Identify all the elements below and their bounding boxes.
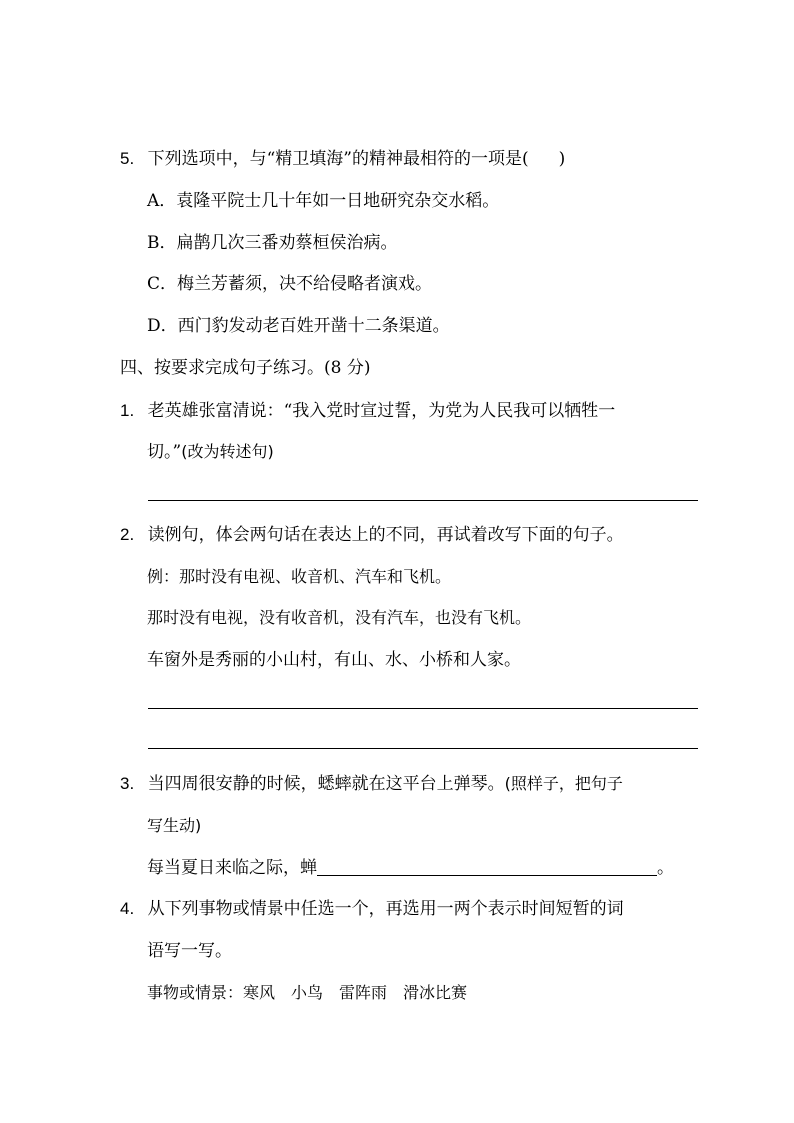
q4-text-line2: 语写一写。 <box>147 941 232 961</box>
q4-line1 <box>120 898 624 920</box>
q3-number: 3. <box>120 774 135 793</box>
q5-option-d: D．西门豹发动老百姓开凿十二条渠道。 <box>147 316 450 336</box>
q2-stem-line <box>120 524 624 546</box>
q1-number: 1. <box>120 401 135 420</box>
q1-note: (改为转述句) <box>181 442 274 461</box>
q4-text-line1: 从下列事物或情景中任选一个，再选用一两个表示时间短暂的词 <box>147 899 624 919</box>
q4-number: 4. <box>120 899 135 918</box>
q1-text-line1: 老英雄张富清说：“我入党时宣过誓，为党为人民我可以牺牲一 <box>147 401 616 421</box>
q5-option-a: A．袁隆平院士几十年如一日地研究杂交水稻。 <box>147 191 500 211</box>
q3-prompt-line <box>147 857 674 879</box>
q5-stem-line <box>120 148 565 170</box>
q2-number: 2. <box>120 525 135 544</box>
q2-example2: 那时没有电视，没有收音机，没有汽车，也没有飞机。 <box>147 608 532 627</box>
q2-example1: 例：那时没有电视、收音机、汽车和飞机。 <box>147 567 452 586</box>
q1-line2 <box>147 441 274 463</box>
q2-stem: 读例句，体会两句话在表达上的不同，再试着改写下面的句子。 <box>147 525 624 545</box>
q4-choices: 事物或情景：寒风 小鸟 雷阵雨 滑冰比赛 <box>147 983 468 1002</box>
q2-answer-line-1[interactable] <box>148 708 698 709</box>
q2-answer-line-2[interactable] <box>148 748 698 749</box>
q5-stem-close: ) <box>558 149 566 169</box>
q3-note2: 写生动) <box>147 816 202 835</box>
q3-end: 。 <box>657 858 674 878</box>
q2-sentence: 车窗外是秀丽的小山村，有山、水、小桥和人家。 <box>147 650 521 670</box>
q3-answer-blank[interactable] <box>317 857 657 876</box>
q3-prompt: 每当夏日来临之际，蝉 <box>147 858 317 878</box>
q1-answer-line[interactable] <box>148 500 698 501</box>
q1-line1 <box>120 400 615 422</box>
q5-number: 5. <box>120 149 135 168</box>
q1-text-line2: 切。” <box>147 442 182 462</box>
q3-note1: (照样子，把句子 <box>504 774 623 793</box>
q3-text: 当四周很安静的时候，蟋蟀就在这平台上弹琴。 <box>147 774 505 794</box>
q5-option-b: B．扁鹊几次三番劝蔡桓侯治病。 <box>147 233 398 253</box>
q5-option-c: C．梅兰芳蓄须，决不给侵略者演戏。 <box>147 274 433 294</box>
q3-line1 <box>120 773 623 795</box>
q5-stem: 下列选项中，与“精卫填海”的精神最相符的一项是( <box>147 149 529 169</box>
section-heading: 四、按要求完成句子练习。(8 分) <box>120 358 371 378</box>
